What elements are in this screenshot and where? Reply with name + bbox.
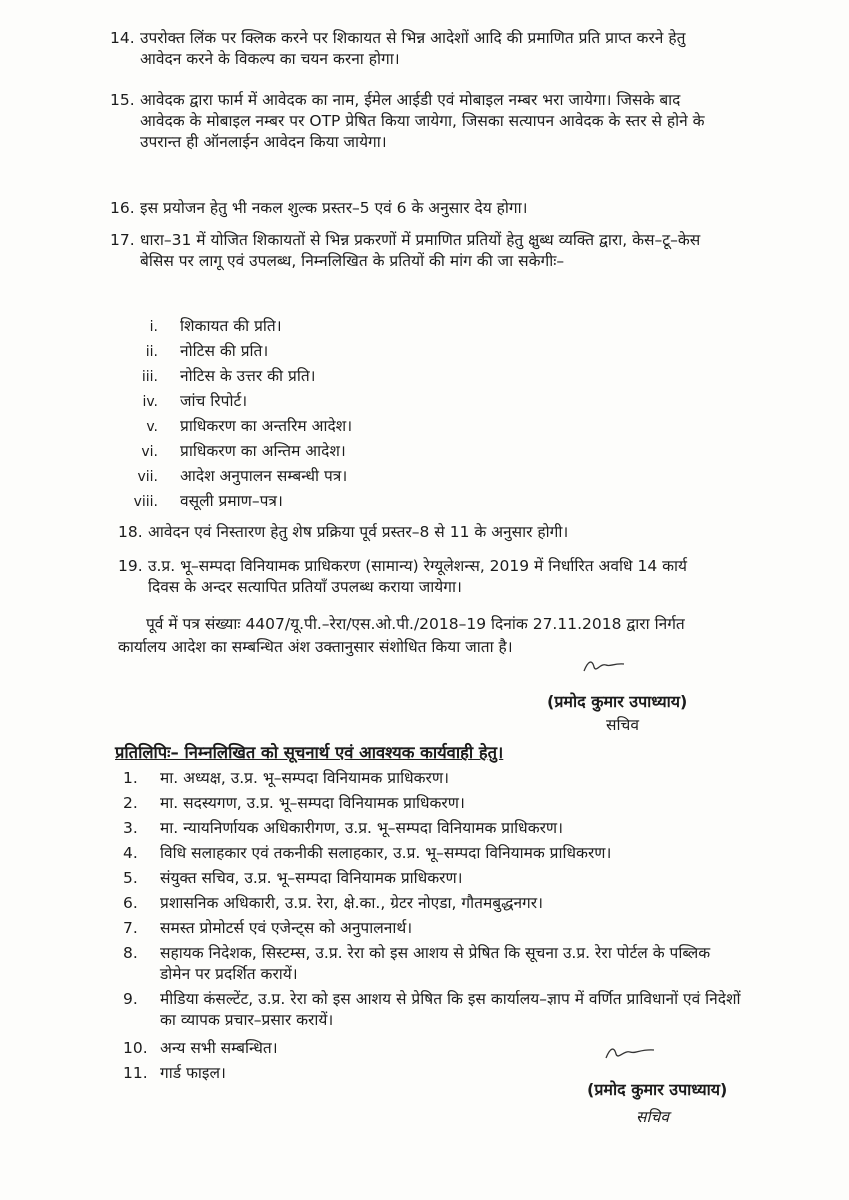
list-item: 16. इस प्रयोजन हेतु भी नकल शुल्क प्रस्तर–5 एवं 6 के अनुसार देय होगा। [110,198,710,219]
sub-list-item: viii. वसूली प्रमाण–पत्र। [133,492,283,510]
item-text: इस प्रयोजन हेतु भी नकल शुल्क प्रस्तर–5 एवं 6 के अनुसार देय होगा। [140,199,528,217]
item-text: धारा–31 में योजित शिकायतों से भिन्न प्रकरणों में प्रमाणित प्रतियों हेतु क्षुब्ध व्यक्ति द्वारा, केस–टू–केस बेसिस पर लागू एवं उपलब्ध, निम्नलिखित के प्रतियों की मांग की जा सकेगीः– [140,231,701,270]
sub-list-item: iv. जांच रिपोर्ट। [142,392,248,410]
cc-list-item: 9. मीडिया कंसल्टेंट, उ.प्र. रेरा को इस आशय से प्रेषित कि इस कार्यालय–ज्ञाप में वर्णित प्राविधानों एवं निदेशों का व्यापक प्रचार–प्रसार करायें। [123,990,741,1029]
closing-paragraph: पूर्व में पत्र संख्याः 4407/यू.पी.–रेरा/एस.ओ.पी./2018–19 दिनांक 27.11.2018 द्वारा निर्गत कार्यालय आदेश का सम्बन्धित अंश उक्तानुसार संशोधित किया जाता है। [118,615,685,656]
item-text: आवेदक द्वारा फार्म में आवेदक का नाम, ईमेल आईडी एवं मोबाइल नम्बर भरा जायेगा। जिसके बाद आवेदक के मोबाइल नम्बर पर OTP प्रेषित किया जायेगा, जिसका सत्यापन आवेदक के स्तर से होने के उपरान्त ही ऑनलाईन आवेदन किया जायेगा। [140,91,705,151]
cc-list-item: 7. समस्त प्रोमोटर्स एवं एजेन्ट्स को अनुपालनार्थ। [123,919,413,937]
signature-scribble-icon [580,655,630,681]
signatory-designation: सचिव [636,1108,669,1126]
cc-list-item: 3. मा. न्यायनिर्णायक अधिकारीगण, उ.प्र. भू–सम्पदा विनियामक प्राधिकरण। [123,819,564,837]
cc-list-item: 10. अन्य सभी सम्बन्धित। [123,1039,278,1057]
cc-list-item: 6. प्रशासनिक अधिकारी, उ.प्र. रेरा, क्षे.का., ग्रेटर नोएडा, गौतमबुद्धनगर। [123,894,543,912]
item-text: उपरोक्त लिंक पर क्लिक करने पर शिकायत से भिन्न आदेशों आदि की प्रमाणित प्रति प्राप्त करने हेतु आवेदन करने के विकल्प का चयन करना होगा। [140,29,686,68]
signature-scribble-icon [600,1040,660,1068]
list-item: 15. आवेदक द्वारा फार्म में आवेदक का नाम, ईमेल आईडी एवं मोबाइल नम्बर भरा जायेगा। जिसके बाद आवेदक के मोबाइल नम्बर पर OTP प्रेषित किया जायेगा, जिसका सत्यापन आवेदक के स्तर से होने के उपरान्त ही ऑनलाईन आवेदन किया जायेगा। [110,90,710,153]
signatory-name: (प्रमोद कुमार उपाध्याय) [587,1080,728,1099]
sub-list-item: vi. प्राधिकरण का अन्तिम आदेश। [141,442,346,460]
list-item: 18. आवेदन एवं निस्तारण हेतु शेष प्रक्रिया पूर्व प्रस्तर–8 से 11 के अनुसार होगी। [118,522,718,543]
sub-list-item: vii. आदेश अनुपालन सम्बन्धी पत्र। [137,467,348,485]
sub-list-item: ii. नोटिस की प्रति। [145,342,269,360]
cc-list-item: 11. गार्ड फाइल। [123,1064,226,1082]
list-item: 14. उपरोक्त लिंक पर क्लिक करने पर शिकायत से भिन्न आदेशों आदि की प्रमाणित प्रति प्राप्त करने हेतु आवेदन करने के विकल्प का चयन करना होगा। [110,28,710,70]
list-item: 17. धारा–31 में योजित शिकायतों से भिन्न प्रकरणों में प्रमाणित प्रतियों हेतु क्षुब्ध व्यक्ति द्वारा, केस–टू–केस बेसिस पर लागू एवं उपलब्ध, निम्नलिखित के प्रतियों की मांग की जा सकेगीः– [110,230,710,272]
sub-list-item: i. शिकायत की प्रति। [149,317,282,335]
list-item: 19. उ.प्र. भू–सम्पदा विनियामक प्राधिकरण (सामान्य) रेग्यूलेशन्स, 2019 में निर्धारित अवधि 14 कार्य दिवस के अन्दर सत्यापित प्रतियाँ उपलब्ध कराया जायेगा। [118,556,718,598]
item-text: उ.प्र. भू–सम्पदा विनियामक प्राधिकरण (सामान्य) रेग्यूलेशन्स, 2019 में निर्धारित अवधि 14 कार्य दिवस के अन्दर सत्यापित प्रतियाँ उपलब्ध कराया जायेगा। [148,557,688,596]
sub-list-item: iii. नोटिस के उत्तर की प्रति। [141,367,316,385]
cc-list-item: 5. संयुक्त सचिव, उ.प्र. भू–सम्पदा विनियामक प्राधिकरण। [123,869,463,887]
signatory-name: (प्रमोद कुमार उपाध्याय) [547,692,688,711]
cc-list-item: 2. मा. सदस्यगण, उ.प्र. भू–सम्पदा विनियामक प्राधिकरण। [123,794,465,812]
cc-list-item: 4. विधि सलाहकार एवं तकनीकी सलाहकार, उ.प्र. भू–सम्पदा विनियामक प्राधिकरण। [123,844,612,862]
cc-heading: प्रतिलिपिः– निम्नलिखित को सूचनार्थ एवं आवश्यक कार्यवाही हेतु। [115,743,504,762]
sub-list-item: v. प्राधिकरण का अन्तरिम आदेश। [146,417,353,435]
signatory-designation: सचिव [606,716,639,734]
cc-list-item: 8. सहायक निदेशक, सिस्टम्स, उ.प्र. रेरा को इस आशय से प्रेषित कि सूचना उ.प्र. रेरा पोर्टल के पब्लिक डोमेन पर प्रदर्शित करायें। [123,944,711,983]
cc-list-item: 1. मा. अध्यक्ष, उ.प्र. भू–सम्पदा विनियामक प्राधिकरण। [123,769,449,787]
item-text: आवेदन एवं निस्तारण हेतु शेष प्रक्रिया पूर्व प्रस्तर–8 से 11 के अनुसार होगी। [148,523,569,541]
